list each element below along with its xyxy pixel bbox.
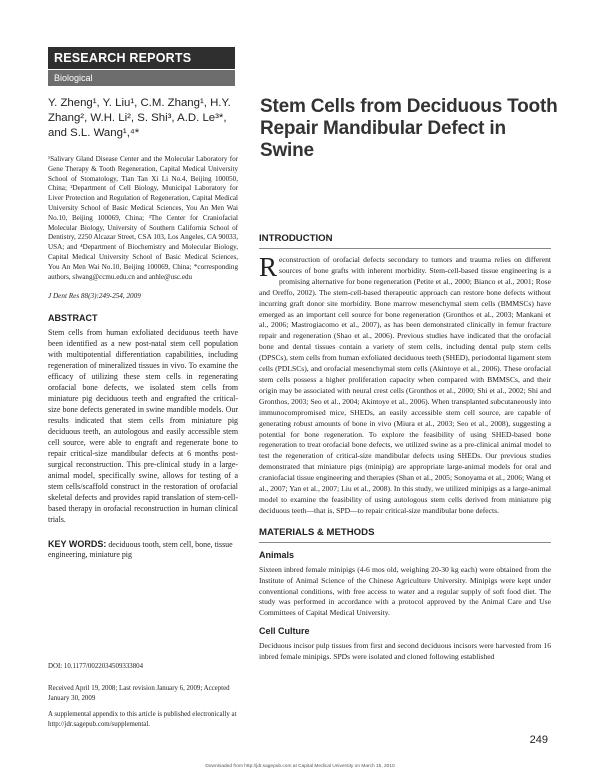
cell-culture-heading: Cell Culture [259, 626, 310, 637]
animals-text: Sixteen inbred female minipigs (4-6 mos old, weighing 20-30 kg each) were obtained from the Institute of Animal Science of the Chinese Agriculture University. Minipigs were kept under conventional conditions, with free access to water and a regular supply of soft food diet. The study was performed in accordance with a protocol approved by the Animal Care and Use Committees of Capital Medical University. [259, 564, 551, 618]
methods-heading: MATERIALS & METHODS [259, 527, 551, 543]
section-label: RESEARCH REPORTS [48, 47, 235, 69]
category-label: Biological [48, 70, 235, 86]
section-banner [48, 47, 235, 86]
keywords [48, 539, 238, 562]
keywords-label: KEY WORDS: [48, 538, 107, 549]
drop-cap: R [259, 252, 278, 282]
journal-citation: J Dent Res 88(3):249-254, 2009 [48, 292, 141, 301]
right-column [259, 233, 551, 663]
received-dates: Received April 19, 2008; Last revision January 6, 2009; Accepted January 30, 2009 [48, 685, 230, 702]
animals-heading: Animals [259, 549, 295, 560]
page-number: 249 [529, 734, 548, 746]
download-footer: Downloaded from http://jdr.sagepub.com at Capital Medical University on March 15, 2010 [205, 764, 395, 769]
cell-culture-text: Deciduous incisor pulp tissues from first and second deciduous incisors were harvested from 16 inbred female minipigs. SPDs were isolated and cloned following established [259, 641, 551, 662]
introduction-heading: INTRODUCTION [259, 233, 551, 249]
affiliations: ¹Salivary Gland Disease Center and the Molecular Laboratory for Gene Therapy & Tooth Regeneration, Capital Medical University School of Stomatology, Tian Tan Xi Li No.4, Beijing 100050, China; ²Department of Cell Biology, Municipal Laboratory for Liver Protection and Regulation of Regeneration, Capital Medical University School of Basic Medical Sciences, You An Men Wai No.10, Beijing 100069, China; ³The Center for Craniofacial Molecular Biology, University of Southern California School of Dentistry, 2250 Alcazar Street, CSA 103, Los Angeles, CA 90033, USA; and ⁴Department of Biochemistry and Molecular Biology, Capital Medical University School of Basic Medical Sciences, You An Men Wai No.10, Beijing 100069, China; *corresponding authors, slwang@ccmu.edu.cn and anhle@usc.edu [48, 155, 238, 281]
keywords-text: deciduous tooth, stem cell, bone, tissue engineering, miniature pig [48, 539, 233, 560]
introduction-body: econstruction of orofacial defects secondary to tumors and trauma relies on different sources of bone grafts with inherent morbidity. Stem-cell-based tissue engineering is a promising alternative for bone regeneration (Petite et al., 2000; Bianco et al., 2001; Rose and Oreffo, 2002). The stem-cell-based therapeutic approach can restore bone defects without incurring graft donor site morbidity. Bone marrow mesenchymal stem cells (BMMSCs) have emerged as an important cell source for bone regeneration (Gronthos et al., 2003; Mankani et al., 2006; Mastrogiacomo et al., 2007), as has been demonstrated clinically in femur fracture repair and regeneration (Shao et al., 2006). Previous studies have indicated that the orofacial bone and dental tissues contain a variety of stem cells, including dental pulp stem cells (DPSCs), stem cells from human exfoliated deciduous teeth (SHED), periodontal ligament stem cells (PDLSCs), and orofacial mesenchymal stem cells (Akintoye et al., 2006). These orofacial stem cells possess a higher proliferation capacity when compared with BMMSCs, and their origin may be associated with neural crest cells (Gronthos et al., 2000; Shi et al., 2002; Shi and Gronthos, 2003; Seo et al., 2004; Akintoye et al., 2006). When transplanted subcutaneously into immunocompromised mice, SHEDs, an easily accessible stem cell source, are capable of generating robust amounts of bone in vivo (Miura et al., 2003; Seo et al., 2008), suggesting a potential for bone regeneration. To explore the feasibility of using SHED-based bone regeneration to treat orofacial bone defects, we utilized swine as a pre-clinical animal model to test the regeneration of critical-size mandibular defects using SHEDs. Our previous studies demonstrated that miniature pigs (minipig) are appropriate large-animal models for oral and craniofacial tissue engineering and therapies (Shan et al., 2005; Sonoyama et al., 2006; Wang et al., 2007; Yan et al., 2007; Liu et al., 2008). In this study, we utilized minipigs as a large-animal model to examine the feasibility of using autologous stem cells derived from miniature pig deciduous teeth—that is, SPD—to repair critical-size mandibular bone defects. [259, 255, 551, 515]
left-column [48, 96, 238, 561]
article-title: Stem Cells from Deciduous Tooth Repair Mandibular Defect in Swine [260, 96, 558, 161]
abstract-heading: ABSTRACT [48, 313, 98, 324]
introduction-text [259, 252, 551, 517]
author-list: Y. Zheng¹, Y. Liu¹, C.M. Zhang¹, H.Y. Zhang², W.H. Li², S. Shi³, A.D. Le³*, and S.L. Wang¹,⁴* [48, 97, 231, 139]
doi: DOI: 10.1177/0022034509333804 [48, 663, 144, 670]
abstract-text: Stem cells from human exfoliated deciduous teeth have been identified as a new post-natal stem cell population with multipotential differentiation capabilities, including regeneration of mineralized tissues in vivo. To examine the efficacy of utilizing these stem cells in regenerating orofacial bone defects, we isolated stem cells from miniature pig deciduous teeth and engrafted the critical-size bone defects generated in swine mandible models. Our results indicated that stem cells from miniature pig deciduous teeth, an autologous and easily accessible stem cell source, were able to engraft and regenerate bone to repair critical-size mandibular defects at 6 months post-surgical reconstruction. This pre-clinical study in a large-animal model, specifically swine, allows for testing of a stem cells/scaffold construct in the restoration of orofacial skeletal defects and provides rapid translation of stem-cell-based therapy in orofacial reconstruction in human clinical trials. [48, 328, 238, 524]
supplemental-note: A supplemental appendix to this article is published electronically at http://jdr.sagepub.com/supplemental. [48, 711, 237, 728]
